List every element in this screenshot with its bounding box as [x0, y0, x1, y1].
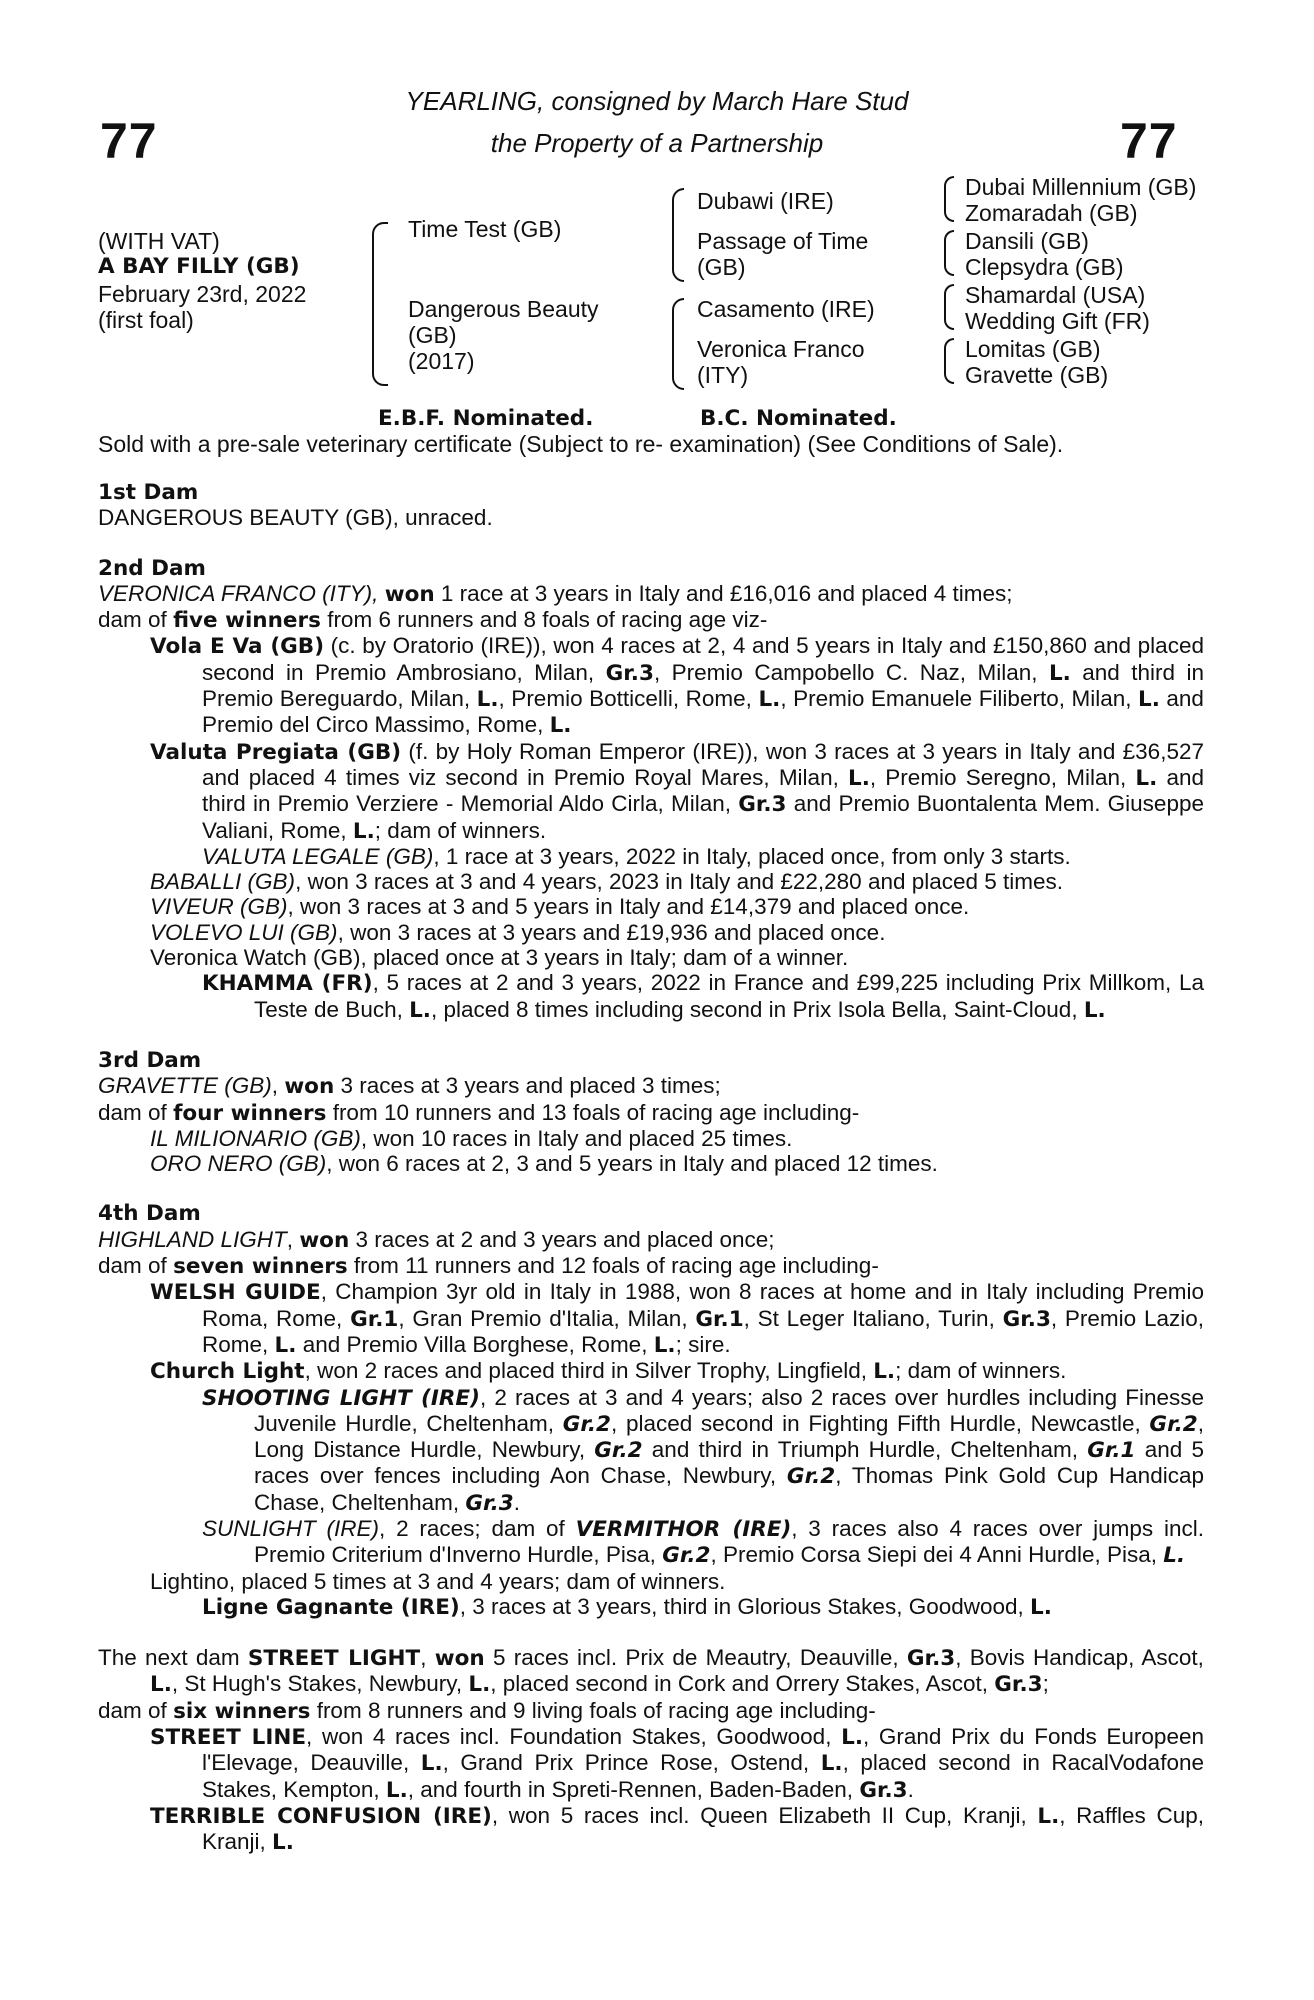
pedigree-brace-g3 — [944, 284, 954, 330]
pedigree-g4: Clepsydra (GB) — [965, 254, 1124, 280]
pedigree-sire: Time Test (GB) — [408, 216, 562, 242]
next-dam-section — [98, 1645, 1204, 1855]
pedigree-brace-sire — [672, 188, 684, 282]
dam4-produce: dam of seven winners from 11 runners and 12 foals of racing age including- — [98, 1253, 879, 1280]
pedigree-brace-main — [372, 222, 388, 386]
runner-lightino: Lightino, placed 5 times at 3 and 4 years; dam of winners. — [150, 1568, 726, 1594]
vat-note: (WITH VAT) — [98, 228, 220, 254]
pedigree-sire-sire: Dubawi (IRE) — [697, 188, 834, 214]
runner-baballi: BABALLI (GB), won 3 races at 3 and 4 years, 2023 in Italy and £22,280 and placed 5 times. — [150, 869, 1064, 895]
catalogue-text — [98, 480, 1204, 1856]
pedigree-g7: Lomitas (GB) — [965, 336, 1101, 362]
runner-terrible-confusion: TERRIBLE CONFUSION (IRE), won 5 races incl. Queen Elizabeth II Cup, Kranji, L., Raffles Cup, Kranji, L. — [150, 1802, 1204, 1856]
pedigree-dam-l3: (2017) — [408, 348, 475, 374]
runner-vola-e-va: Vola E Va (GB) (c. by Oratorio (IRE)), won 4 races at 2, 4 and 5 years in Italy and £150,860 and placed second in Premio Ambrosiano, Milan, Gr.3, Premio Campobello C. Naz, Milan, L. and third in Premio Bereguardo, Milan, L., Premio Botticelli, Rome, L., Premio Emanuele Filiberto, Milan, L. and Premio del Circo Massimo, Rome, L. — [150, 633, 1204, 739]
next-dam-intro: The next dam STREET LIGHT, won 5 races incl. Prix de Meautry, Deauville, Gr.3, Bovis Handicap, Ascot, L., St Hugh's Stakes, Newbury, L., placed second in Cork and Orrery Stakes, Ascot, Gr.3; — [98, 1645, 1204, 1698]
header-consignor: YEARLING, consigned by March Hare Stud — [405, 86, 909, 116]
runner-valuta-legale: VALUTA LEGALE (GB), 1 race at 3 years, 2022 in Italy, placed once, from only 3 starts. — [202, 843, 1071, 869]
runner-shooting-light: SHOOTING LIGHT (IRE), 2 races at 3 and 4 years; also 2 races over hurdles including Finesse Juvenile Hurdle, Cheltenham, Gr.2, placed second in Fighting Fifth Hurdle, Newcastle, Gr.2, Long Distance Hurdle, Newbury, Gr.2 and third in Triumph Hurdle, Cheltenham, Gr.1 and 5 races over fences including Aon Chase, Newbury, Gr.2, Thomas Pink Gold Cup Handicap Chase, Cheltenham, Gr.3. — [202, 1384, 1204, 1516]
lot-foal: (first foal) — [98, 307, 194, 333]
pedigree-g3: Dansili (GB) — [965, 228, 1089, 254]
pedigree-dam-l2: (GB) — [408, 322, 457, 348]
pedigree-g2: Zomaradah (GB) — [965, 200, 1138, 226]
pedigree-g6: Wedding Gift (FR) — [965, 308, 1150, 334]
pedigree-brace-dam — [672, 298, 684, 390]
dam4-section — [98, 1201, 1204, 1620]
pedigree-brace-g1 — [944, 176, 954, 222]
runner-church-light: Church Light, won 2 races and placed third in Silver Trophy, Lingfield, L.; dam of winners. — [150, 1358, 1067, 1385]
pedigree-sire-dam-l1: Passage of Time — [697, 228, 869, 254]
dam1-section — [98, 480, 1204, 531]
dam2-title: 2nd Dam — [98, 555, 206, 581]
runner-valuta-pregiata: Valuta Pregiata (GB) (f. by Holy Roman Emperor (IRE)), won 3 races at 3 years in Italy and £36,527 and placed 4 times viz second in Premio Royal Mares, Milan, L., Premio Seregno, Milan, L. and third in Premio Verziere - Memorial Aldo Cirla, Milan, Gr.3 and Premio Buontalenta Mem. Giuseppe Valiani, Rome, L.; dam of winners. — [150, 738, 1204, 844]
runner-volevo-lui: VOLEVO LUI (GB), won 3 races at 3 years and £19,936 and placed once. — [150, 919, 886, 945]
lot-number-right: 77 — [1120, 113, 1178, 169]
next-dam-produce: dam of six winners from 8 runners and 9 living foals of racing age including- — [98, 1697, 876, 1724]
lot-name: A BAY FILLY (GB) — [98, 254, 300, 279]
bc-nominated: B.C. Nominated. — [700, 406, 897, 431]
dam2-intro: VERONICA FRANCO (ITY), won 1 race at 3 years in Italy and £16,016 and placed 4 times; — [98, 580, 1013, 607]
pedigree-dam-dam-l1: Veronica Franco — [697, 336, 865, 362]
runner-il-milionario: IL MILIONARIO (GB), won 10 races in Italy and placed 25 times. — [150, 1125, 793, 1151]
pedigree-brace-g2 — [944, 230, 954, 276]
pedigree-sire-dam-l2: (GB) — [697, 254, 746, 280]
sold-note: Sold with a pre-sale veterinary certificate (Subject to re- examination) (See Conditions of Sale). — [98, 431, 1064, 457]
lot-number: 77 — [100, 113, 158, 169]
runner-oro-nero: ORO NERO (GB), won 6 races at 2, 3 and 5 years in Italy and placed 12 times. — [150, 1151, 938, 1177]
runner-sunlight: SUNLIGHT (IRE), 2 races; dam of VERMITHOR (IRE), 3 races also 4 races over jumps incl. Premio Criterium d'Inverno Hurdle, Pisa, Gr.2, Premio Corsa Siepi dei 4 Anni Hurdle, Pisa, L. — [202, 1515, 1204, 1569]
header-property: the Property of a Partnership — [490, 128, 824, 158]
lot-dob: February 23rd, 2022 — [98, 281, 307, 307]
pedigree-g5: Shamardal (USA) — [965, 282, 1146, 308]
ebf-nominated: E.B.F. Nominated. — [378, 406, 594, 431]
runner-welsh-guide: WELSH GUIDE, Champion 3yr old in Italy in 1988, won 8 races at home and in Italy including Premio Roma, Rome, Gr.1, Gran Premio d'Italia, Milan, Gr.1, St Leger Italiano, Turin, Gr.3, Premio Lazio, Rome, L. and Premio Villa Borghese, Rome, L.; sire. — [150, 1279, 1204, 1358]
runner-khamma: KHAMMA (FR), 5 races at 2 and 3 years, 2022 in France and £99,225 including Prix Millkom, La Teste de Buch, L., placed 8 times including second in Prix Isola Bella, Saint-Cloud, L. — [202, 970, 1204, 1023]
dam1-text: DANGEROUS BEAUTY (GB), unraced. — [98, 505, 493, 531]
dam3-produce: dam of four winners from 10 runners and 13 foals of racing age including- — [98, 1099, 860, 1126]
pedigree-brace-g4 — [944, 338, 954, 384]
runner-viveur: VIVEUR (GB), won 3 races at 3 and 5 years in Italy and £14,379 and placed once. — [150, 894, 970, 920]
pedigree-dam-dam-l2: (ITY) — [697, 362, 749, 388]
dam2-produce: dam of five winners from 6 runners and 8 foals of racing age viz- — [98, 607, 768, 634]
runner-street-line: STREET LINE, won 4 races incl. Foundation Stakes, Goodwood, L., Grand Prix du Fonds Europeen l'Elevage, Deauville, L., Grand Prix Prince Rose, Ostend, L., placed second in RacalVodafone Stakes, Kempton, L., and fourth in Spreti-Rennen, Baden-Baden, Gr.3. — [150, 1724, 1204, 1803]
dam3-section — [98, 1048, 1204, 1176]
pedigree-g8: Gravette (GB) — [965, 362, 1109, 388]
pedigree-dam-l1: Dangerous Beauty — [408, 296, 599, 322]
dam4-title: 4th Dam — [98, 1201, 201, 1227]
pedigree-g1: Dubai Millennium (GB) — [965, 174, 1197, 200]
dam2-section — [98, 556, 1204, 1023]
pedigree-dam-sire: Casamento (IRE) — [697, 296, 875, 322]
dam3-intro: GRAVETTE (GB), won 3 races at 3 years and placed 3 times; — [98, 1073, 721, 1100]
runner-ligne-gagnante: Ligne Gagnante (IRE), 3 races at 3 years, third in Glorious Stakes, Goodwood, L. — [202, 1593, 1052, 1620]
dam1-title: 1st Dam — [98, 480, 199, 505]
dam3-title: 3rd Dam — [98, 1047, 202, 1073]
dam4-intro: HIGHLAND LIGHT, won 3 races at 2 and 3 years and placed once; — [98, 1226, 775, 1253]
runner-veronica-watch: Veronica Watch (GB), placed once at 3 years in Italy; dam of a winner. — [150, 945, 849, 971]
